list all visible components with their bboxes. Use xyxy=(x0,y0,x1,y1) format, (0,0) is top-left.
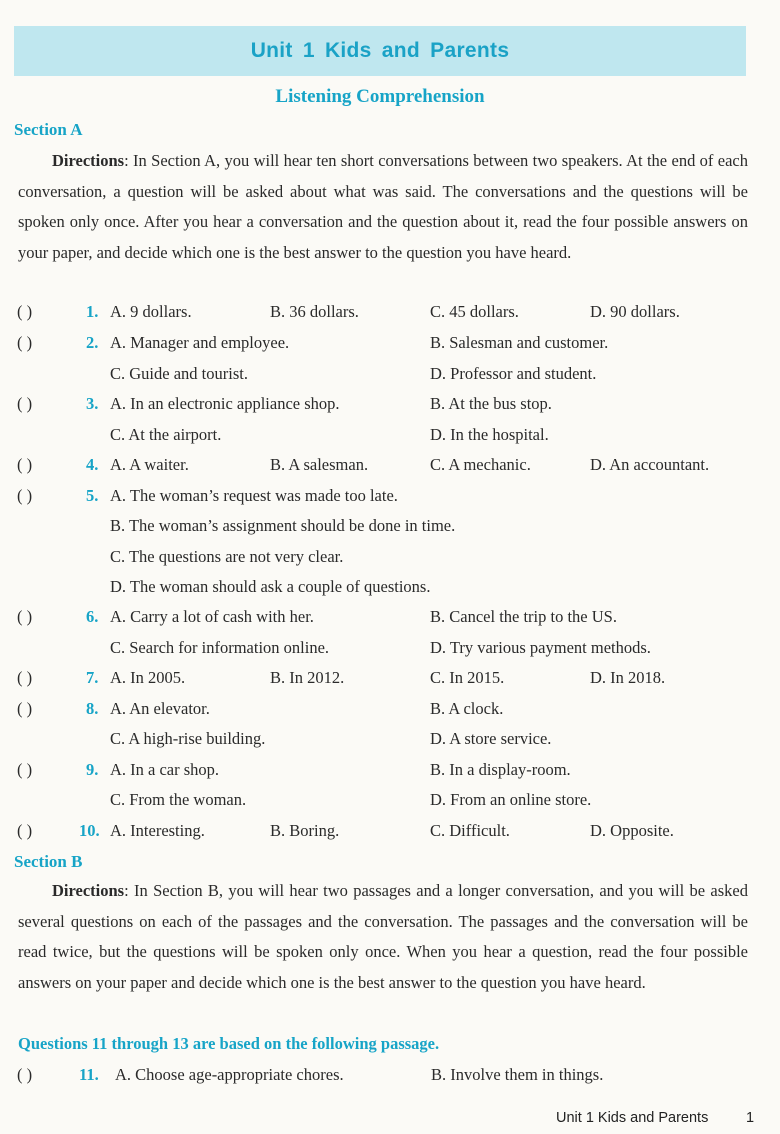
answer-option: C. The questions are not very clear. xyxy=(110,547,344,566)
answer-option: D. 90 dollars. xyxy=(590,302,680,321)
page-footer xyxy=(556,1110,755,1126)
answer-option: C. From the woman. xyxy=(110,790,247,809)
answer-option: A. 9 dollars. xyxy=(110,302,192,321)
answer-option: D. In the hospital. xyxy=(430,425,549,444)
answer-option: D. In 2018. xyxy=(590,668,666,687)
answer-blank[interactable]: ( ) xyxy=(17,455,33,474)
answer-option: C. Search for information online. xyxy=(110,638,330,657)
question-row xyxy=(0,547,780,577)
answer-blank[interactable]: ( ) xyxy=(17,333,33,352)
answer-option: D. Professor and student. xyxy=(430,364,597,383)
question-row xyxy=(0,699,780,729)
question-number: 6. xyxy=(86,607,99,626)
question-row xyxy=(0,394,780,424)
answer-option: B. Boring. xyxy=(270,821,340,840)
answer-option: A. In an electronic appliance shop. xyxy=(110,394,340,413)
answer-option: C. At the airport. xyxy=(110,425,222,444)
answer-blank[interactable]: ( ) xyxy=(17,486,33,505)
question-number: 11. xyxy=(79,1065,99,1084)
answer-option: C. Guide and tourist. xyxy=(110,364,248,383)
answer-option: A. Carry a lot of cash with her. xyxy=(110,607,314,626)
question-number: 8. xyxy=(86,699,99,718)
answer-blank[interactable]: ( ) xyxy=(17,821,33,840)
question-row xyxy=(0,455,780,485)
answer-option: D. A store service. xyxy=(430,729,552,748)
page-number: 1 xyxy=(746,1110,755,1126)
answer-option: A. A waiter. xyxy=(110,455,189,474)
question-row xyxy=(0,302,780,332)
question-row xyxy=(0,425,780,455)
answer-option: B. The woman’s assignment should be done in time. xyxy=(110,516,456,535)
question-number: 3. xyxy=(86,394,99,413)
directions-label: Directions xyxy=(52,151,125,170)
answer-blank[interactable]: ( ) xyxy=(17,1065,33,1084)
question-row xyxy=(0,516,780,546)
answer-option: B. Cancel the trip to the US. xyxy=(430,607,617,626)
footer-unit: Unit 1 Kids and Parents xyxy=(556,1110,709,1126)
question-row xyxy=(0,1065,780,1095)
question-number: 5. xyxy=(86,486,99,505)
answer-option: C. A mechanic. xyxy=(430,455,531,474)
question-row xyxy=(0,668,780,698)
answer-option: C. 45 dollars. xyxy=(430,302,519,321)
directions-text: : In Section B, you will hear two passages and a longer conversation, and you will be asked several questions on each of the passages and the conversation. The passages and the conversation will be read twice, but the questions will be spoken only once. When you hear a question, read the four possible answers on your paper and decide which one is the best answer to the question you have heard. xyxy=(18,881,748,992)
question-row xyxy=(0,364,780,394)
section-a-directions xyxy=(18,146,748,268)
answer-option: A. An elevator. xyxy=(110,699,210,718)
directions-label: Directions xyxy=(52,881,125,900)
answer-blank[interactable]: ( ) xyxy=(17,699,33,718)
question-row xyxy=(0,486,780,516)
unit-title: Unit 1 Kids and Parents xyxy=(250,39,510,62)
answer-blank[interactable]: ( ) xyxy=(17,668,33,687)
section-b-directions xyxy=(18,876,748,998)
answer-option: D. Try various payment methods. xyxy=(430,638,651,657)
answer-option: D. An accountant. xyxy=(590,455,710,474)
answer-option: B. In a display-room. xyxy=(430,760,571,779)
answer-option: A. Interesting. xyxy=(110,821,205,840)
question-number: 4. xyxy=(86,455,99,474)
question-row xyxy=(0,821,780,851)
answer-option: B. A clock. xyxy=(430,699,504,718)
answer-blank[interactable]: ( ) xyxy=(17,607,33,626)
answer-option: A. Manager and employee. xyxy=(110,333,290,352)
question-number: 9. xyxy=(86,760,99,779)
answer-option: B. At the bus stop. xyxy=(430,394,552,413)
question-row xyxy=(0,577,780,607)
answer-option: D. Opposite. xyxy=(590,821,674,840)
group-heading: Questions 11 through 13 are based on the following passage. xyxy=(18,1034,440,1053)
answer-option: D. The woman should ask a couple of questions. xyxy=(110,577,431,596)
question-number: 2. xyxy=(86,333,99,352)
question-row xyxy=(0,333,780,363)
answer-blank[interactable]: ( ) xyxy=(17,760,33,779)
answer-option: C. Difficult. xyxy=(430,821,510,840)
answer-option: D. From an online store. xyxy=(430,790,592,809)
page-subtitle: Listening Comprehension xyxy=(275,86,485,107)
answer-option: C. A high-rise building. xyxy=(110,729,266,748)
answer-blank[interactable]: ( ) xyxy=(17,394,33,413)
question-number: 7. xyxy=(86,668,99,687)
question-row xyxy=(0,729,780,759)
answer-option: B. In 2012. xyxy=(270,668,345,687)
question-number: 10. xyxy=(79,821,100,840)
question-row xyxy=(0,638,780,668)
answer-option: A. In 2005. xyxy=(110,668,186,687)
option-b: B. Involve them in things. xyxy=(431,1065,604,1084)
unit-banner xyxy=(14,26,746,76)
answer-blank[interactable]: ( ) xyxy=(17,302,33,321)
answer-option: A. In a car shop. xyxy=(110,760,220,779)
answer-option: B. Salesman and customer. xyxy=(430,333,609,352)
question-number: 1. xyxy=(86,302,99,321)
question-row xyxy=(0,760,780,790)
answer-option: B. A salesman. xyxy=(270,455,369,474)
section-a-heading: Section A xyxy=(14,120,83,139)
answer-option: C. In 2015. xyxy=(430,668,505,687)
option-a: A. Choose age-appropriate chores. xyxy=(115,1065,344,1084)
section-b-heading: Section B xyxy=(14,852,83,871)
answer-option: A. The woman’s request was made too late. xyxy=(110,486,398,505)
directions-text: : In Section A, you will hear ten short conversations between two speakers. At the end of each conversation, a question will be asked about what was said. The conversations and the questions will be spoken only once. After you hear a conversation and the question about it, read the four possible answers on your paper, and decide which one is the best answer to the question you have heard. xyxy=(18,151,748,262)
question-row xyxy=(0,790,780,820)
question-row xyxy=(0,607,780,637)
answer-option: B. 36 dollars. xyxy=(270,302,359,321)
